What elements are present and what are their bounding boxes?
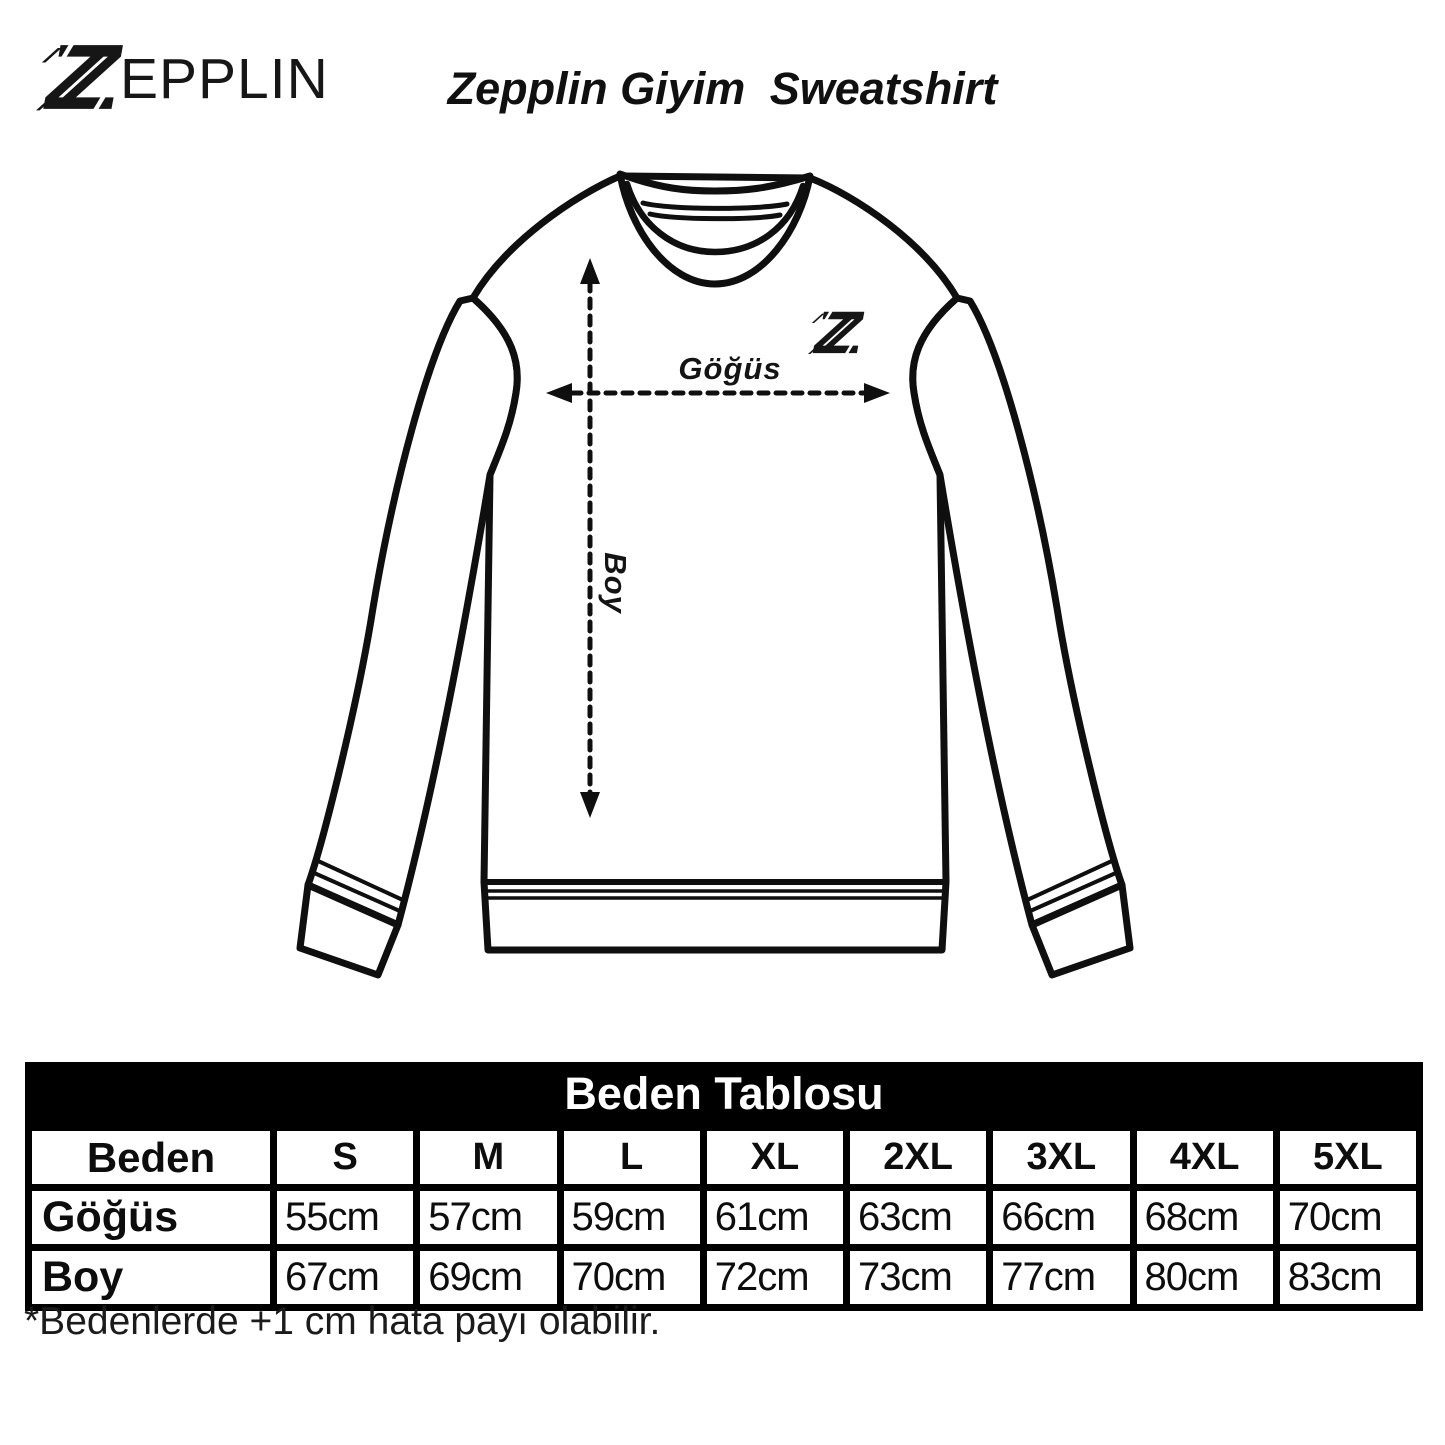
length-value-s: 67cm (277, 1251, 413, 1304)
length-value-3xl: 77cm (993, 1251, 1129, 1304)
chest-value-xl: 61cm (707, 1191, 843, 1244)
chest-measure-label: Göğüs (678, 351, 782, 386)
size-col-header-5xl: 5XL (1280, 1131, 1416, 1184)
chest-value-m: 57cm (420, 1191, 556, 1244)
size-table-corner-header: Beden (32, 1131, 270, 1184)
length-value-xl: 72cm (707, 1251, 843, 1304)
chest-value-l: 59cm (564, 1191, 700, 1244)
page-title-product: Zepplin Giyim (447, 63, 746, 114)
length-value-4xl: 80cm (1137, 1251, 1273, 1304)
chest-value-2xl: 63cm (850, 1191, 986, 1244)
chest-value-3xl: 66cm (993, 1191, 1129, 1244)
row-label-chest: Göğüs (32, 1191, 270, 1244)
brand-wordmark: EPPLIN (120, 46, 329, 111)
size-col-header-s: S (277, 1131, 413, 1184)
size-col-header-xl: XL (707, 1131, 843, 1184)
length-measure-label: Boy (598, 552, 633, 614)
length-value-5xl: 83cm (1280, 1251, 1416, 1304)
length-value-m: 69cm (420, 1251, 556, 1304)
chest-value-s: 55cm (277, 1191, 413, 1244)
sweatshirt-flat-drawing (278, 158, 1168, 998)
row-label-length: Boy (32, 1251, 270, 1304)
size-col-header-l: L (564, 1131, 700, 1184)
page-title (0, 64, 1445, 114)
chest-value-4xl: 68cm (1137, 1191, 1273, 1244)
size-table (25, 1062, 1423, 1311)
size-col-header-3xl: 3XL (993, 1131, 1129, 1184)
size-tolerance-footnote: *Bedenlerde +1 cm hata payı olabilir. (24, 1300, 661, 1343)
sweatshirt-diagram (278, 158, 1168, 1003)
length-value-l: 70cm (564, 1251, 700, 1304)
length-value-2xl: 73cm (850, 1251, 986, 1304)
size-col-header-2xl: 2XL (850, 1131, 986, 1184)
page-title-type: Sweatshirt (769, 63, 998, 114)
body-outline (473, 176, 957, 950)
size-col-header-4xl: 4XL (1137, 1131, 1273, 1184)
size-col-header-m: M (420, 1131, 556, 1184)
chest-value-5xl: 70cm (1280, 1191, 1416, 1244)
size-table-title: Beden Tablosu (564, 1068, 884, 1119)
